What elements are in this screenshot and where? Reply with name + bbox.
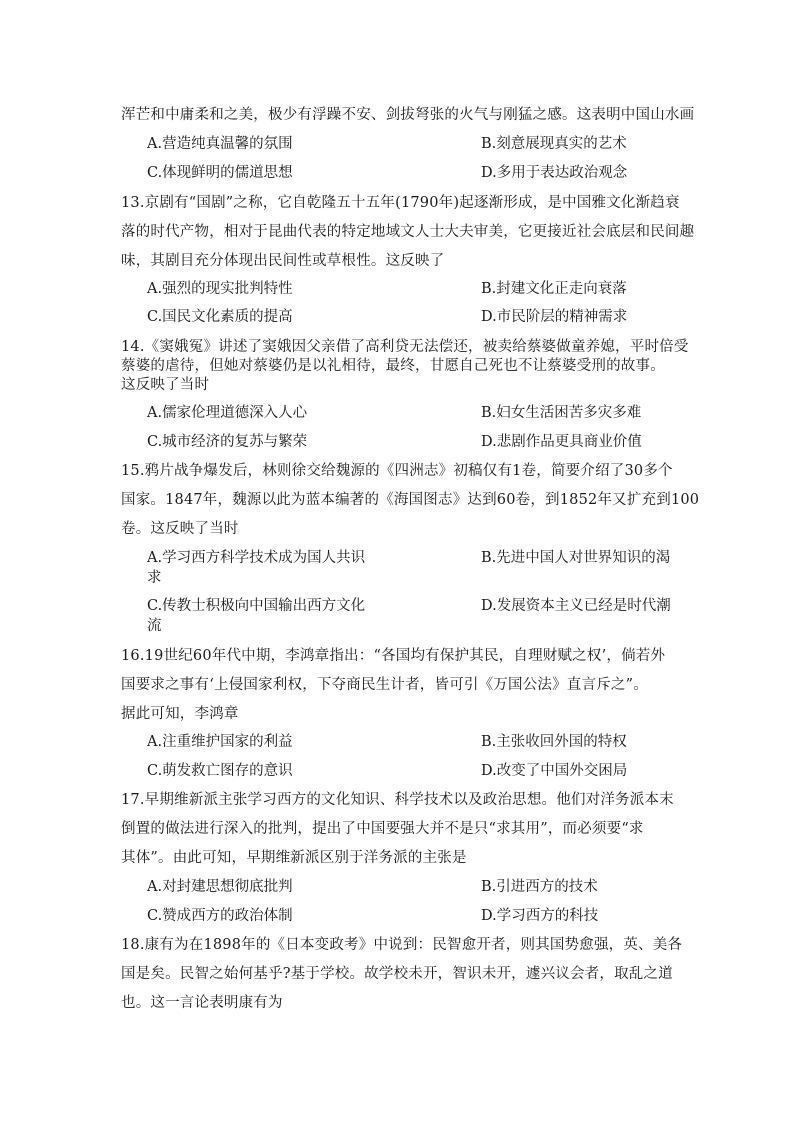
question-18-stem-line-3: 也。这一言论表明康有为 [121, 995, 283, 1011]
question-18-stem-line-2: 国是矣。民智之始何基乎?基于学校。故学校未开，智识未开，遽兴议会者，取乱之道 [121, 966, 673, 982]
q13-option-b[interactable]: B.封建文化正走向衰落 [481, 281, 627, 297]
question-13-stem-line-2: 落的时代产物，相对于昆曲代表的特定地域文人士大夫审美，它更接近社会底层和民间趣 [121, 224, 695, 240]
question-15-stem-line-3: 卷。这反映了当时 [121, 521, 239, 537]
q15-option-a[interactable]: A.学习西方科学技术成为国人共识 [147, 550, 366, 566]
question-15-stem-line-1: 15.鸦片战争爆发后，林则徐交给魏源的《四洲志》初稿仅有1卷，简要介绍了30多个 [121, 463, 673, 479]
q13-option-a[interactable]: A.强烈的现实批判特性 [147, 281, 293, 297]
q13-option-c[interactable]: C.国民文化素质的提高 [147, 309, 293, 325]
q14-option-b[interactable]: B.妇女生活困苦多灾多难 [481, 405, 642, 421]
q16-option-a[interactable]: A.注重维护国家的利益 [147, 734, 293, 750]
q16-option-b[interactable]: B.主张收回外国的特权 [481, 734, 627, 750]
q17-option-b[interactable]: B.引进西方的技术 [481, 879, 598, 895]
q15-option-c-wrap: 流 [147, 618, 162, 634]
q15-option-b-wrap: 求 [147, 570, 162, 586]
question-15-stem-line-2: 国家。1847年，魏源以此为蓝本编著的《海国图志》达到60卷，到1852年又扩充到100 [121, 492, 700, 508]
question-16-stem-line-1: 16.19世纪60年代中期，李鸿章指出：“各国均有保护其民，自理财赋之权’，倘若外 [121, 648, 666, 664]
q17-option-c[interactable]: C.赞成西方的政治体制 [147, 908, 293, 924]
q17-option-d[interactable]: D.学习西方的科技 [481, 908, 599, 924]
question-13-stem-line-3: 味，其剧目充分体现出民间性或草根性。这反映了 [121, 253, 445, 269]
question-13-stem-line-1: 13.京剧有“国剧”之称，它自乾隆五十五年(1790年)起逐渐形成，是中国雅文化渐趋衰 [121, 195, 680, 211]
q16-option-c[interactable]: C.萌发救亡图存的意识 [147, 763, 293, 779]
question-17-stem-line-3: 其体”。由此可知，早期维新派区别于洋务派的主张是 [121, 850, 467, 866]
q13-option-d[interactable]: D.市民阶层的精神需求 [481, 309, 628, 325]
question-18-stem-line-1: 18.康有为在1898年的《日本变政考》中说到：民智愈开者，则其国势愈强，英、美各 [121, 937, 683, 953]
q12-option-d[interactable]: D.多用于表达政治观念 [481, 165, 628, 181]
question-16-stem-line-2: 国要求之事有‘上侵国家利权，下夺商民生计者，皆可引《万国公法》直言斥之”。 [121, 677, 648, 693]
q14-option-a[interactable]: A.儒家伦理道德深入人心 [147, 405, 308, 421]
question-14-stem-line-2: 蔡婆的虐待，但她对蔡婆仍是以礼相待，最终，甘愿自己死也不让蔡婆受刑的故事。 [121, 358, 665, 374]
question-16-stem-line-3: 据此可知，李鸿章 [121, 706, 239, 722]
q15-option-c[interactable]: C.传教士积极向中国输出西方文化 [147, 598, 366, 614]
question-17-stem-line-2: 倒置的做法进行深入的批判，提出了中国要强大并不是只“求其用”，而必须要“求 [121, 821, 644, 837]
question-14-stem-line-3: 这反映了当时 [121, 377, 210, 393]
q12-option-a[interactable]: A.营造纯真温馨的氛围 [147, 136, 293, 152]
q14-option-d[interactable]: D.悲剧作品更具商业价值 [481, 434, 642, 450]
question-17-stem-line-1: 17.早期维新派主张学习西方的文化知识、科学技术以及政治思想。他们对洋务派本末 [121, 792, 674, 808]
q17-option-a[interactable]: A.对封建思想彻底批判 [147, 879, 293, 895]
q12-option-b[interactable]: B.刻意展现真实的艺术 [481, 136, 627, 152]
question-12-stem-tail: 浑芒和中庸柔和之美，极少有浮躁不安、剑拔弩张的火气与刚猛之感。这表明中国山水画 [121, 107, 695, 123]
q14-option-c[interactable]: C.城市经济的复苏与繁荣 [147, 434, 308, 450]
q15-option-d[interactable]: D.发展资本主义已经是时代潮 [481, 598, 671, 614]
q16-option-d[interactable]: D.改变了中国外交困局 [481, 763, 628, 779]
q12-option-c[interactable]: C.体现鲜明的儒道思想 [147, 165, 293, 181]
question-14-stem-line-1: 14.《窦娥冤》讲述了窦娥因父亲借了高利贷无法偿还，被卖给蔡婆做童养媳，平时倍受 [121, 339, 689, 355]
q15-option-b[interactable]: B.先进中国人对世界知识的渴 [481, 550, 671, 566]
